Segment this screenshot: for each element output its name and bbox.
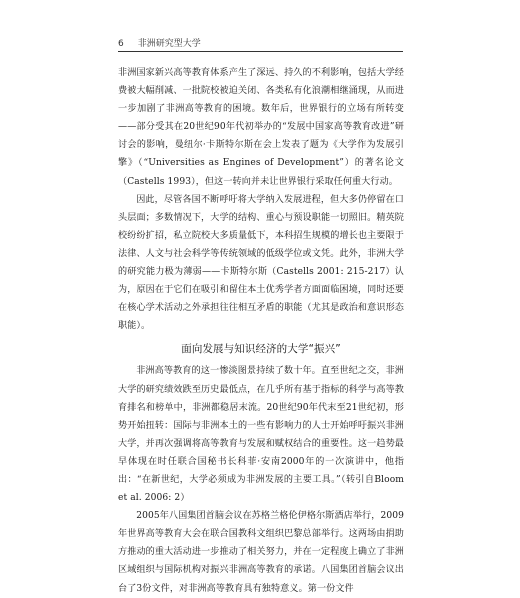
body-text: [118, 64, 404, 598]
running-header: [118, 36, 201, 49]
page-number: 6: [118, 39, 124, 49]
running-title: 非洲研究型大学: [137, 39, 201, 49]
section-heading: 面向发展与知识经济的大学“振兴”: [181, 343, 341, 356]
paragraph: 因此，尽管各国不断呼吁将大学纳入发展进程，但大多仍停留在口头层面；多数情况下，大学的结构、重心与预设职能一切照旧。精英院校纷纷扩招，私立院校大多质量低下，本科招生规模的增长也主要限于法律、人文与社会科学等传统领域的低级学位或文凭。此外，非洲大学的研究能力极为薄弱——卡斯特尔斯（Castells 2001: 215-217）认为，原因在于它们在吸引和留住本土优秀学者方面面临困境，同时还要在核心学术活动之外承担往往相互矛盾的职能（尤其是政治和意识形态职能）。: [118, 194, 404, 332]
paragraph: 非洲高等教育的这一惨淡图景持续了数十年。直至世纪之交，非洲大学的研究绩效跌至历史最低点，在几乎所有基于指标的科学与高等教育排名和榜单中，非洲都稳居末流。20世纪90年代末至21世纪初，形势开始扭转：国际与非洲本土的一些有影响力的人士开始呼吁振兴非洲大学，并再次强调将高等教育与发展和赋权结合的重要性。这一趋势最早体现在时任联合国秘书长科菲·安南2000年的一次演讲中，他指出：“在新世纪，大学必须成为非洲发展的主要工具。”（转引自Bloom et al. 2006: 2）: [118, 366, 404, 504]
paragraph: 2005年八国集团首脑会议在苏格兰格伦伊格尔斯酒店举行，2009年世界高等教育大会在联合国教科文组织巴黎总部举行。这两场由捐助方推动的重大活动进一步推动了相关努力，并在一定程度上确立了非洲区域组织与国际机构对振兴非洲高等教育的承诺。八国集团首脑会议出台了3份文件，对非洲高等教育具有独特意义。第一份文件: [118, 511, 404, 594]
header-rule: [118, 51, 403, 52]
paragraph: 非洲国家新兴高等教育体系产生了深远、持久的不利影响，包括大学经费被大幅削减、一批院校被迫关闭、各类私有化浪潮相继涌现，从而进一步加剧了非洲高等教育的困境。数年后，世界银行的立场有所转变——部分受其在20世纪90年代初举办的“发展中国家高等教育改进”研讨会的影响，曼纽尔·卡斯特尔斯在会上发表了题为《大学作为发展引擎》（“Universities as Engines of Development”）的著名论文（Castells 1993），但这一转向并未让世界银行采取任何重大行动。: [118, 68, 404, 187]
